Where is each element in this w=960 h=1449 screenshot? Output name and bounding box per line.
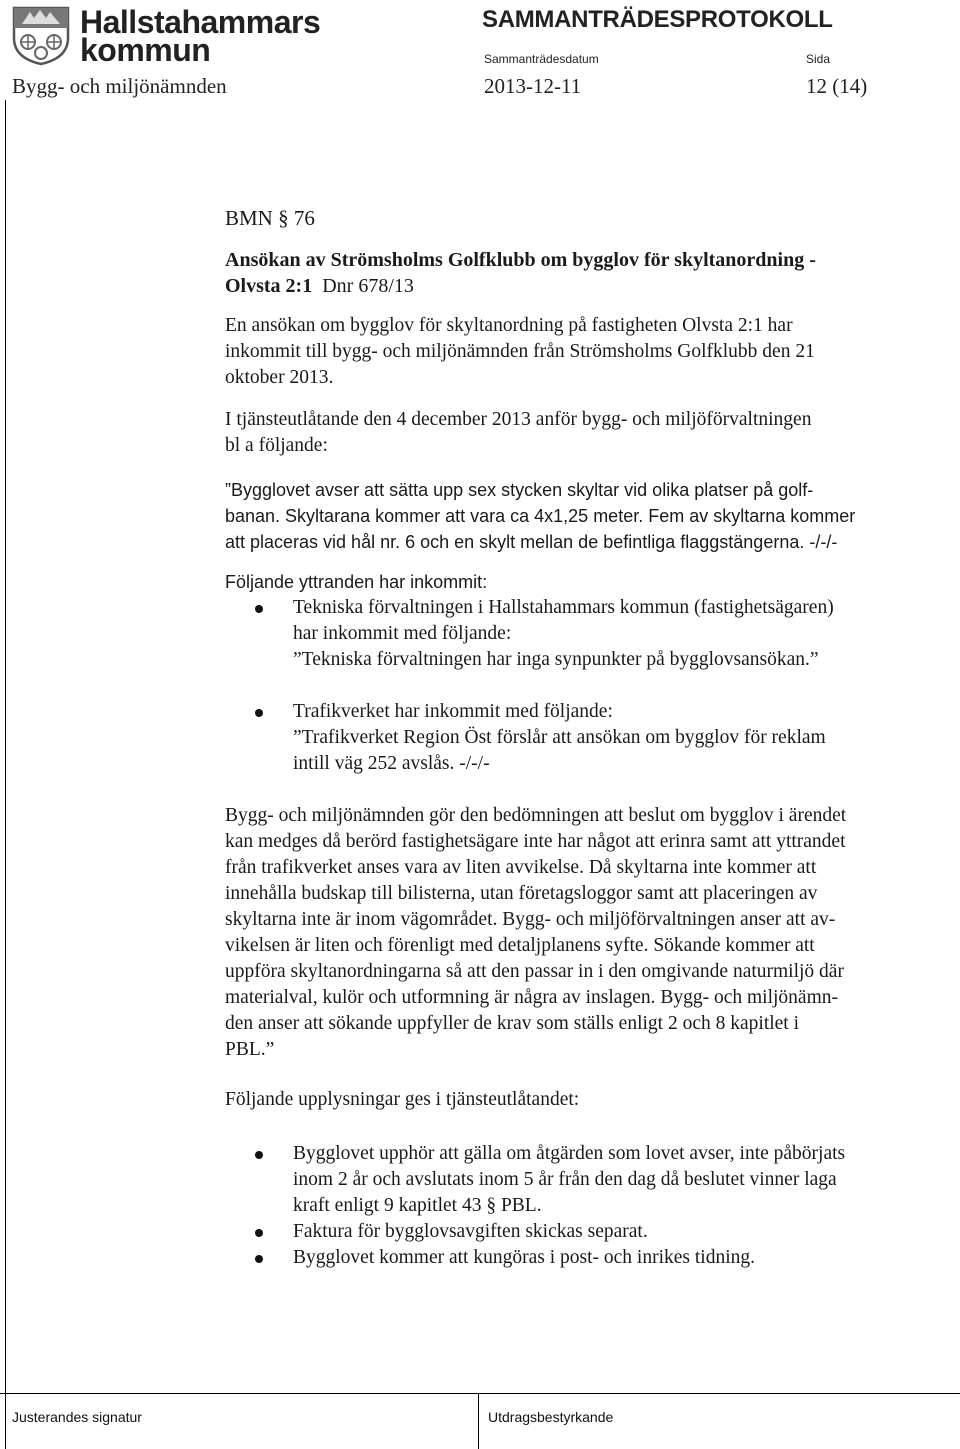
page-label: Sida	[806, 52, 831, 66]
intro-paragraph: En ansökan om bygglov för skyltanordning på fastigheten Olvsta 2:1 har inkommit till bygg- och miljönämnden från Strömsholms Golfklubb den 21 oktober 2013.	[225, 315, 815, 388]
list-item: Tekniska förvaltningen i Hallstahammars kommun (fastighetsägaren) har inkommit med följande: ”Tekniska förvaltningen har inga synpunkter på bygglovsansökan.”	[225, 595, 945, 673]
bullet-icon	[255, 1151, 263, 1159]
minutes-body	[225, 205, 945, 1271]
page-number: 12 (14)	[806, 74, 868, 98]
assessment-paragraph: Bygg- och miljönämnden gör den bedömningen att beslut om bygglov i ärendet kan medges då berörd fastighetsägare inte har något att erinra samt att yttrandet från trafikverket anses vara av liten avvikelse. Då skyltarna inte kommer att innehålla budskap till bilisterna, utan företagsloggor samt att placeringen av skyltarna inte är inom vägområdet. Bygg- och miljöförvaltningen anser att av- vikelsen är liten och förenligt med detaljplanens syfte. Sökande kommer att uppföra skyltanordningarna så att den passar in i den omgivande naturmiljö där materialval, kulör och utformning är några av inslagen. Bygg- och miljönämn- den anser att sökande uppfyller de krav som ställs enligt 2 och 8 kapitlet i PBL.”	[225, 805, 847, 1060]
quoted-statement: ”Bygglovet avser att sätta upp sex stycken skyltar vid olika platser på golf- banan. Skyltarana kommer att vara ca 4x1,25 meter. Fem av skyltarna kommer att placeras vid hål nr. 6 och en skylt mellan de befintliga flaggstängerna. -/-/-	[225, 480, 856, 552]
property-designation: Olvsta 2:1	[225, 275, 313, 297]
case-number: Dnr 678/13	[322, 275, 414, 297]
excerpt-verification-label: Utdragsbestyrkande	[488, 1409, 614, 1425]
committee-name: Bygg- och miljönämnden	[12, 74, 227, 98]
signature-label: Justerandes signatur	[12, 1409, 142, 1425]
bullet-icon	[255, 709, 263, 717]
list-item: Bygglovet kommer att kungöras i post- och inrikes tidning.	[225, 1245, 945, 1271]
meeting-date-label: Sammanträdesdatum	[484, 52, 599, 66]
footer-divider	[0, 1393, 960, 1394]
information-list	[225, 1141, 945, 1271]
section-heading-line1: Ansökan av Strömsholms Golfklubb om bygglov för skyltanordning -	[225, 249, 816, 271]
section-number: BMN § 76	[225, 206, 315, 230]
section-heading	[225, 247, 945, 299]
responses-intro: Följande yttranden har inkommit:	[225, 572, 488, 592]
footer-column-divider	[478, 1393, 479, 1449]
meeting-date: 2013-12-11	[484, 74, 582, 98]
list-item: Faktura för bygglovsavgiften skickas separat.	[225, 1219, 945, 1245]
page-frame-left	[5, 100, 6, 1449]
information-intro: Följande upplysningar ges i tjänsteutlåtandet:	[225, 1089, 580, 1110]
statement-paragraph: I tjänsteutlåtande den 4 december 2013 anför bygg- och miljöförvaltningen bl a följande:	[225, 409, 812, 456]
document-title: SAMMANTRÄDESPROTOKOLL	[482, 6, 833, 33]
list-item: Bygglovet upphör att gälla om åtgärden som lovet avser, inte påbörjats inom 2 år och avslutats inom 5 år från den dag då beslutet vinner laga kraft enligt 9 kapitlet 43 § PBL.	[225, 1141, 945, 1219]
bullet-icon	[255, 1229, 263, 1237]
municipality-coat-of-arms-icon	[10, 4, 72, 66]
bullet-icon	[255, 1255, 263, 1263]
responses-list	[225, 595, 945, 777]
municipality-name-line2: kommun	[80, 32, 211, 68]
bullet-icon	[255, 605, 263, 613]
list-item: Trafikverket har inkommit med följande: ”Trafikverket Region Öst förslår att ansökan om bygglov för reklam intill väg 252 avslås. -/-/-	[225, 699, 945, 777]
municipality-name-line1: Hallstahammars	[80, 4, 321, 40]
